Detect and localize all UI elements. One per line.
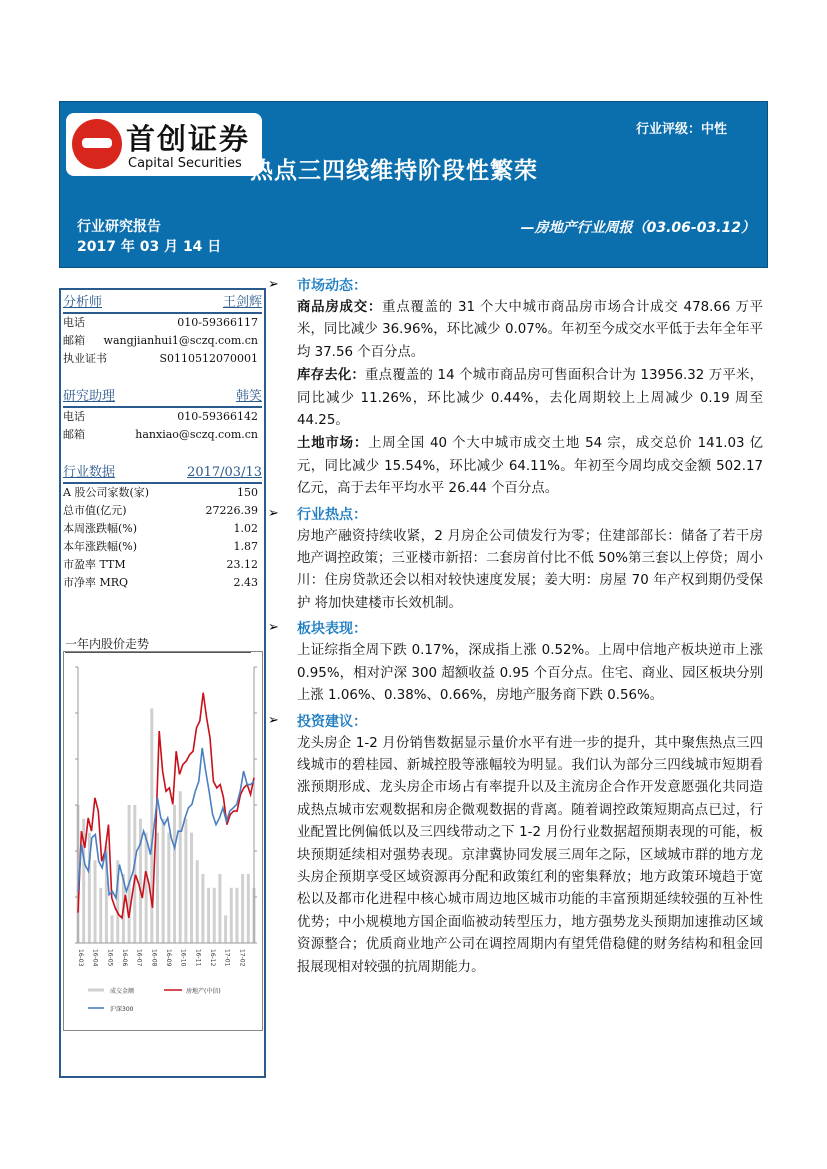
- row-value: hanxiao@sczq.com.cn: [135, 428, 258, 441]
- paragraph: 上证综指全周下跌 0.17%，深成指上涨 0.52%。上周中信地产板块逆市上涨 0.95%，相对沪深 300 超额收益 0.95 个百分点。住宅、商业、园区板块分别上涨 1.06%、0.38%、0.66%，房地产服务商下跌 0.56%。: [297, 643, 763, 704]
- paragraph: [297, 433, 763, 500]
- assistant-row: [61, 426, 264, 444]
- assistant-label: 研究助理: [63, 389, 116, 404]
- row-label: 电话: [63, 410, 85, 423]
- report-header: [59, 101, 768, 268]
- info-sidebar: [59, 288, 266, 1078]
- price-chart: [63, 651, 263, 1031]
- bullet-arrow-icon: ➢: [268, 620, 279, 636]
- row-label: 市盈率 TTM: [63, 558, 126, 571]
- paragraph-text: 上周全国 40 个大中城市成交土地 54 宗，成交总价 141.03 亿元，同比减少 15.54%，环比减少 64.11%。年初至今周均成交金额 502.17 亿元，高于去年平均水平 26.44 个百分点。: [297, 436, 763, 497]
- x-tick-label: 16-06: [121, 949, 128, 967]
- analyst-row: [61, 350, 264, 368]
- assistant-row: [61, 408, 264, 426]
- legend-realestate-label: 房地产(中信): [186, 988, 221, 995]
- x-tick-label: 16-09: [165, 949, 172, 967]
- logo-mark-icon: [72, 119, 122, 169]
- assistant-name: 韩笑: [235, 389, 262, 404]
- section-advice: [268, 711, 763, 979]
- section-title: 行业热点：: [297, 506, 367, 523]
- industry-row: [61, 538, 264, 556]
- row-value: 1.02: [233, 522, 258, 535]
- report-type: 行业研究报告: [77, 219, 161, 235]
- x-tick-label: 16-05: [106, 949, 114, 967]
- paragraph: [297, 297, 763, 364]
- report-subtitle: —房地产行业周报（03.06-03.12）: [520, 220, 755, 236]
- legend-hs300-label: 沪深300: [110, 1006, 134, 1013]
- analyst-row: [61, 314, 264, 332]
- row-label: 执业证书: [63, 352, 107, 365]
- section-market: [268, 275, 763, 501]
- x-tick-label: 16-10: [179, 949, 187, 967]
- industry-row: [61, 520, 264, 538]
- paragraph-text: 重点覆盖的 14 个城市商品房可售面积合计为 13956.32 万平米，同比减少 11.26%，环比减少 0.44%，去化周期较上上周减少 0.19 周至 44.25。: [297, 368, 764, 429]
- row-value: 010-59366117: [177, 316, 258, 329]
- x-tick-label: 16-04: [91, 949, 99, 967]
- industry-row: [61, 556, 264, 574]
- industry-data-label: 行业数据: [63, 465, 116, 480]
- x-tick-label: 16-08: [150, 949, 158, 967]
- section-title: 板块表现：: [297, 621, 367, 638]
- analyst-header: [63, 294, 262, 314]
- report-body: [268, 275, 763, 982]
- paragraph: 龙头房企 1-2 月份销售数据显示量价水平有进一步的提升，其中聚焦热点三四线城市的碧桂园、新城控股等涨幅较为明显。我们认为部分三四线城市短期看涨预期形成、龙头房企市场占有率提升以及主流房企合作开发意愿强化共同造成热点城市宏观数据和房企微观数据的背离。随着调控政策短期高点已过，行业配置比例偏低以及三四线带动之下 1-2 月份行业数据超预期表现的可能，板块预期延续相对强势表现。京津冀协同发展三周年之际，区域城市群的地方龙头房企预期享受区域资源再分配和政策红利的密集释放；地方政策环境趋于宽松以及都市化进程中核心城市周边地区城市功能的丰富预期延续较强的互补性优势；中小规模地方国企面临被动转型压力，地方强势龙头预期加速推动区域资源整合；优质商业地产公司在调控周期内有望凭借稳健的财务结构和租金回报展现相对较强的抗周期能力。: [297, 735, 763, 975]
- lead-label: 土地市场：: [297, 436, 369, 452]
- row-label: 总市值(亿元): [63, 504, 127, 517]
- section-sector: [268, 618, 763, 707]
- bullet-arrow-icon: ➢: [268, 505, 279, 521]
- row-label: A 股公司家数(家): [63, 486, 150, 499]
- row-label: 市净率 MRQ: [63, 576, 129, 589]
- row-value: wangjianhui1@sczq.com.cn: [103, 334, 258, 347]
- legend-volume-label: 成交金额: [110, 988, 135, 995]
- chart-title: 一年内股价走势: [65, 635, 251, 653]
- row-value: 010-59366142: [177, 410, 258, 423]
- row-value: 150: [237, 486, 258, 499]
- company-logo: [66, 113, 262, 176]
- analyst-label: 分析师: [63, 295, 103, 310]
- bullet-arrow-icon: ➢: [268, 277, 279, 292]
- realestate-line: [78, 693, 254, 918]
- row-label: 本年涨跌幅(%): [63, 540, 138, 553]
- section-hotspots: [268, 504, 763, 616]
- lead-label: 库存去化：: [297, 368, 366, 384]
- row-value: S0110512070001: [159, 352, 258, 365]
- section-title: 市场动态：: [297, 278, 367, 294]
- section-title: 投资建议：: [297, 713, 367, 730]
- x-tick-label: 16-07: [135, 949, 143, 967]
- row-value: 1.87: [233, 540, 258, 553]
- industry-data-date: 2017/03/13: [187, 465, 262, 480]
- row-label: 本周涨跌幅(%): [63, 522, 138, 535]
- analyst-name: 王剑辉: [222, 295, 262, 310]
- paragraph: [297, 365, 763, 432]
- x-tick-label: 16-03: [77, 949, 84, 967]
- row-label: 邮箱: [63, 334, 85, 347]
- paragraph-text: 重点覆盖的 31 个大中城市商品房市场合计成交 478.66 万平米，同比减少 36.96%，环比减少 0.07%。年初至今成交水平低于去年全年平均 37.56 个百分点。: [297, 300, 764, 360]
- row-label: 电话: [63, 316, 85, 329]
- x-tick-label: 16-11: [194, 949, 202, 967]
- x-tick-label: 17-01: [223, 949, 231, 967]
- industry-row: [61, 502, 264, 520]
- x-tick-label: 17-02: [238, 949, 246, 967]
- price-chart-svg: [64, 652, 262, 1030]
- industry-row: [61, 484, 264, 502]
- logo-en: Capital Securities: [128, 156, 242, 171]
- industry-data-header: [63, 464, 262, 484]
- row-label: 邮箱: [63, 428, 85, 441]
- assistant-header: [63, 388, 262, 408]
- logo-cn: 首创证券: [126, 122, 251, 156]
- industry-row: [61, 574, 264, 592]
- row-value: 2.43: [233, 576, 258, 589]
- row-value: 23.12: [226, 558, 258, 571]
- row-value: 27226.39: [205, 504, 258, 517]
- report-date: 2017 年 03 月 14 日: [77, 239, 222, 255]
- industry-rating: 行业评级：中性: [635, 122, 727, 137]
- report-title: 热点三四线维持阶段性繁荣: [250, 158, 538, 184]
- x-tick-label: 16-12: [209, 949, 216, 967]
- lead-label: 商品房成交：: [297, 300, 383, 315]
- paragraph: 房地产融资持续收紧，2 月房企公司债发行为零；住建部部长：储备了若干房地产调控政策；三亚楼市新招：二套房首付比不低 50%第三套以上停贷；周小川：住房贷款还会以相对较快速度发展；姜大明：房屋 70 年产权到期仍受保护 将加快建楼市长效机制。: [297, 528, 763, 611]
- analyst-row: [61, 332, 264, 350]
- bullet-arrow-icon: ➢: [268, 712, 279, 728]
